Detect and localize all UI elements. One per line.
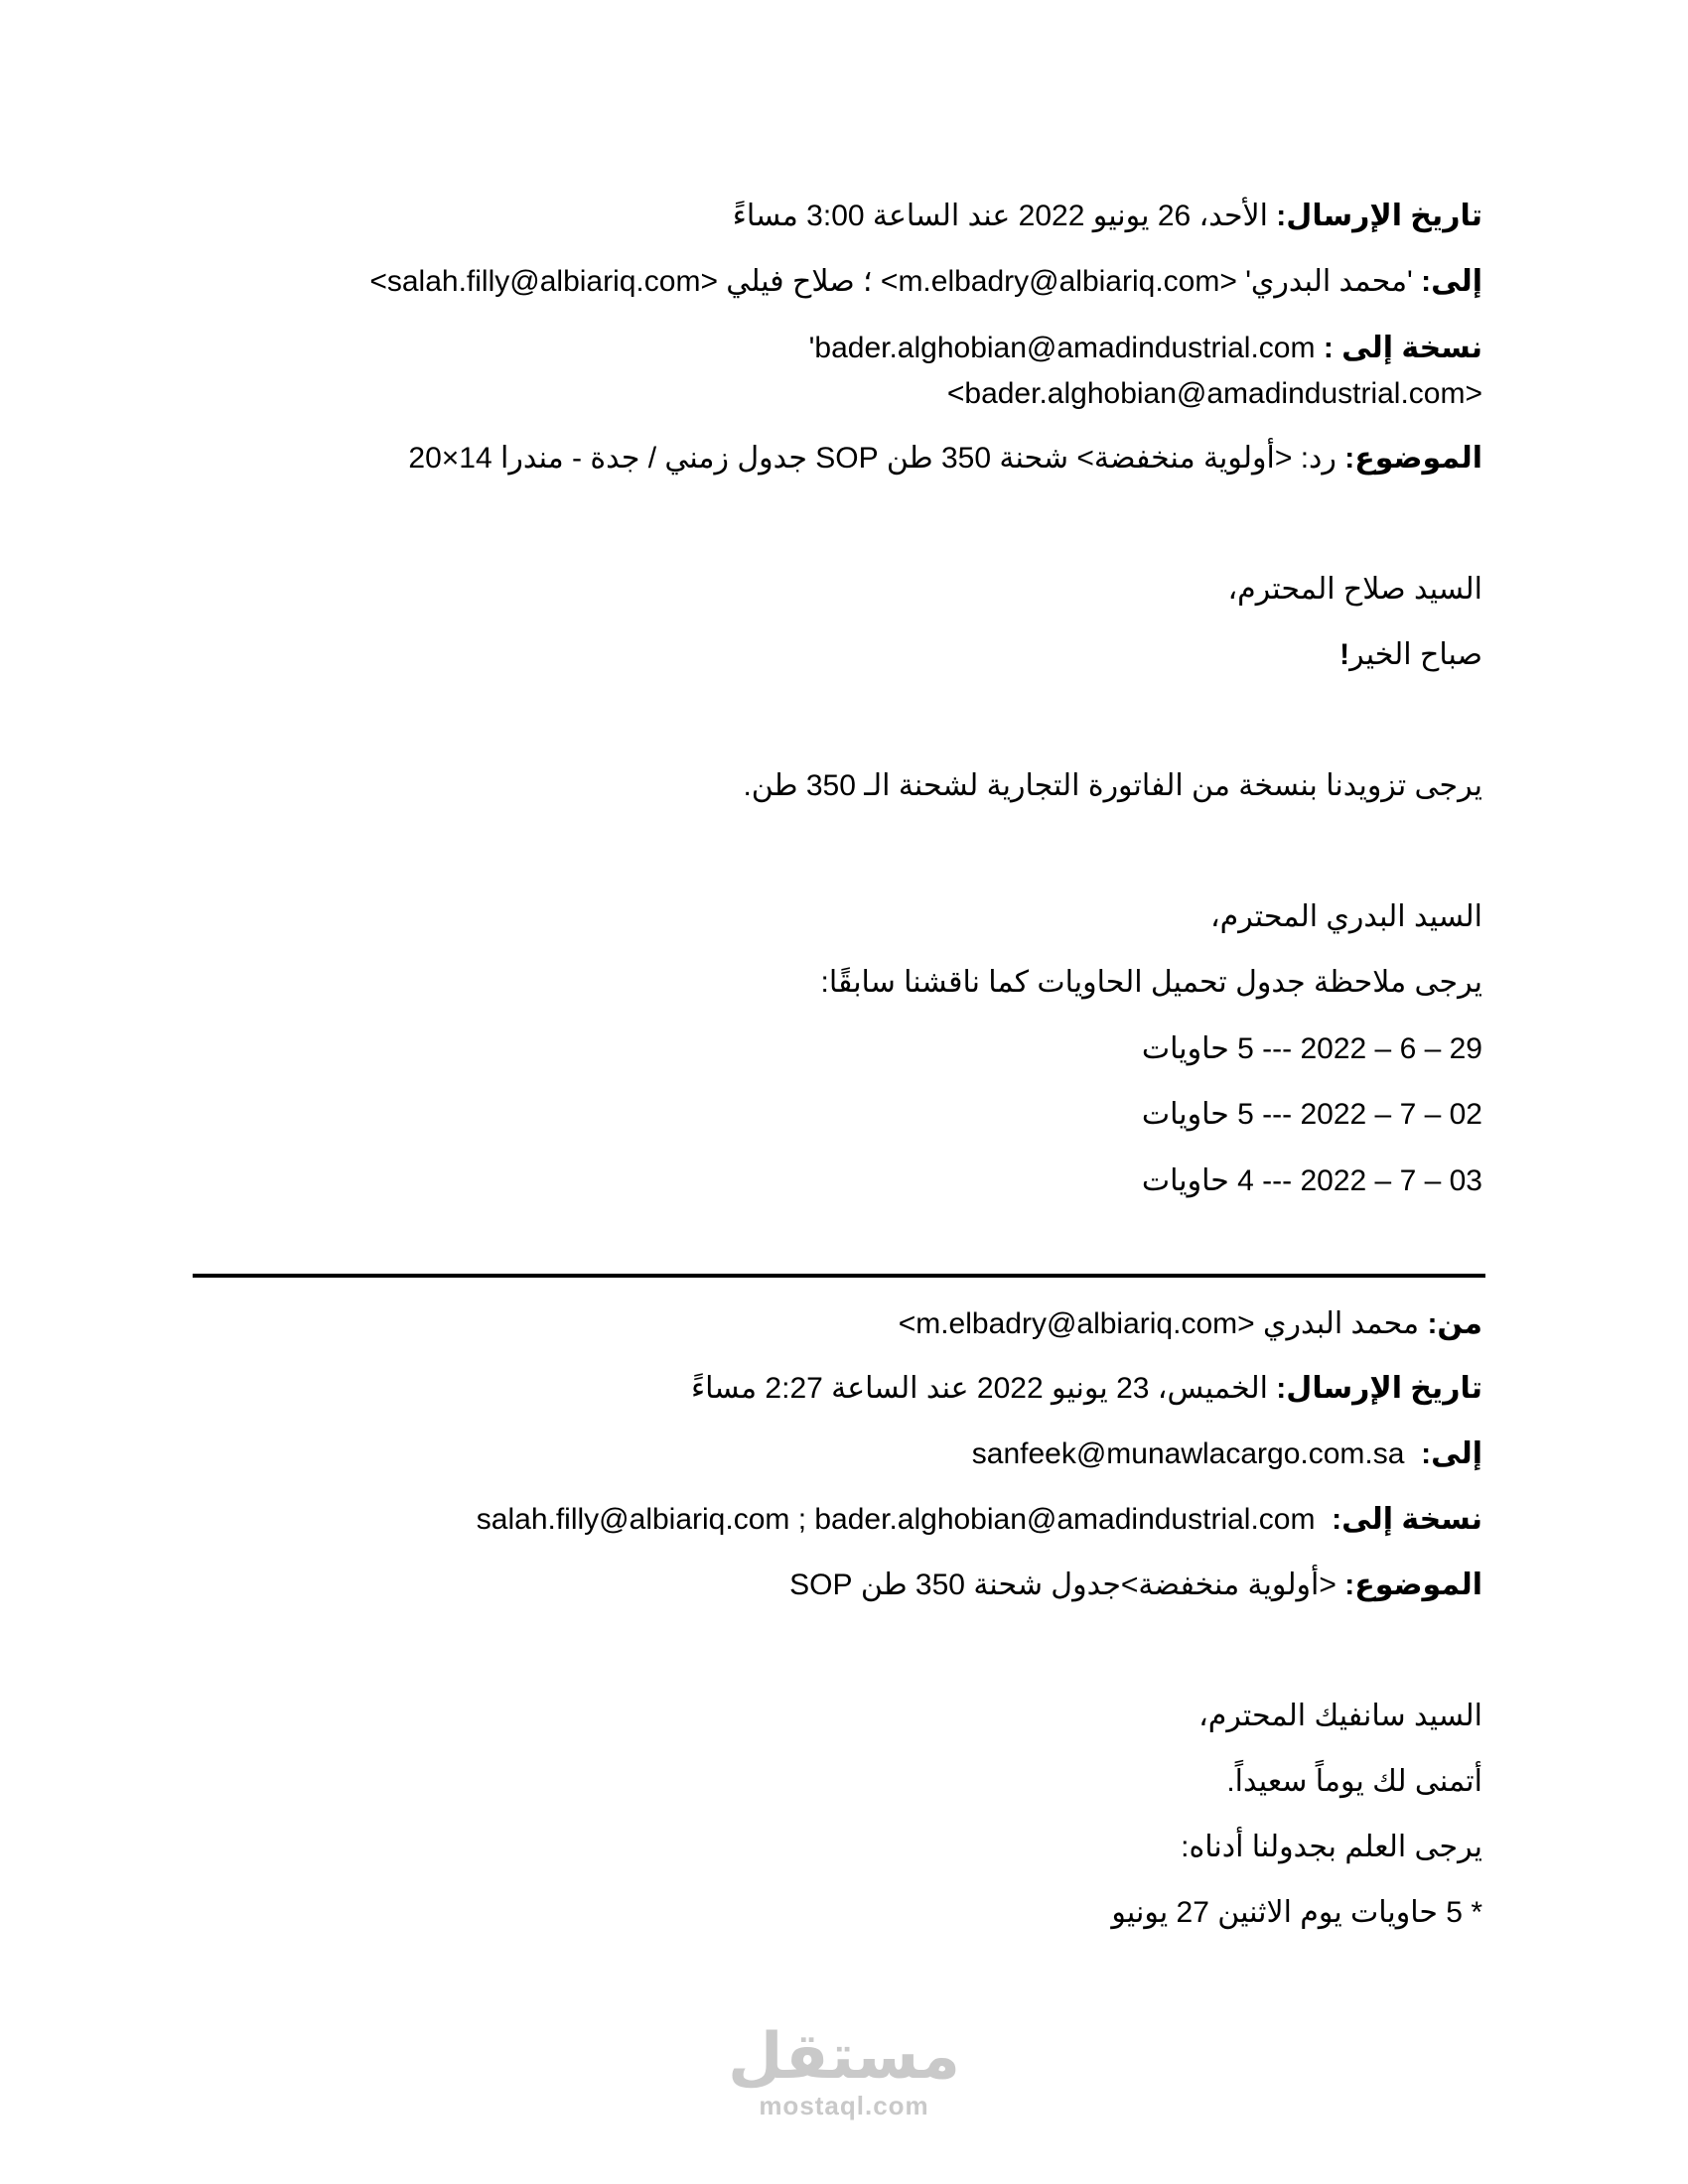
email2-wish: أتمنى لك يوماً سعيداً. bbox=[1226, 1765, 1482, 1798]
email2-subject-value: <أولوية منخفضة>جدول شحنة 350 طن SOP bbox=[789, 1569, 1336, 1601]
email1-sent-value: الأحد، 26 يونيو 2022 عند الساعة 3:00 مساءً bbox=[732, 200, 1268, 232]
email2-subject-label: الموضوع: bbox=[1344, 1569, 1482, 1601]
email2-to-label: إلى: bbox=[1421, 1437, 1482, 1470]
email1-cc-row bbox=[787, 326, 1482, 417]
email1-morning-mark: ! bbox=[1339, 638, 1350, 671]
email1-subject-value: رد: <أولوية منخفضة> شحنة 350 طن SOP جدول زمني / جدة - مندرا 14×20 bbox=[408, 442, 1336, 475]
email2-from-row bbox=[899, 1302, 1482, 1346]
email1-schedule-item-3: 03 – 7 – 2022 --- 4 حاويات bbox=[1141, 1164, 1482, 1197]
email1-sent-row bbox=[733, 195, 1482, 238]
email-separator bbox=[193, 1274, 1485, 1278]
email1-cc-label: نسخة إلى : bbox=[1323, 332, 1482, 364]
email1-morning-text: صباح الخير bbox=[1349, 638, 1482, 671]
email2-subject-row bbox=[789, 1564, 1482, 1607]
email1-to-row bbox=[369, 260, 1482, 304]
email1-greeting2: السيد البدري المحترم، bbox=[1210, 900, 1482, 933]
email2-cc-row bbox=[477, 1498, 1482, 1542]
watermark-latin: mostaql.com bbox=[759, 2091, 929, 2120]
email2-sent-label: تاريخ الإرسال: bbox=[1276, 1372, 1482, 1405]
email2-from-label: من: bbox=[1427, 1307, 1482, 1340]
email2-sent-value: الخميس، 23 يونيو 2022 عند الساعة 2:27 مساءً bbox=[691, 1372, 1268, 1405]
email1-schedule-intro: يرجى ملاحظة جدول تحميل الحاويات كما ناقشنا سابقًا: bbox=[820, 966, 1482, 999]
email1-cc-value-line1[interactable]: 'bader.alghobian@amadindustrial.com bbox=[808, 332, 1316, 364]
email1-schedule-item-1: 29 – 6 – 2022 --- 5 حاويات bbox=[1141, 1032, 1482, 1065]
email1-subject-row bbox=[408, 437, 1482, 480]
email1-cc-value-line2-text[interactable]: <bader.alghobian@amadindustrial.com> bbox=[946, 377, 1482, 410]
email1-to-value[interactable]: 'محمد البدري' <m.elbadry@albiariq.com> ؛ صلاح فيلي <salah.filly@albiariq.com> bbox=[369, 265, 1413, 298]
email1-sent-label: تاريخ الإرسال: bbox=[1276, 200, 1482, 232]
email1-request: يرجى تزويدنا بنسخة من الفاتورة التجارية لشحنة الـ 350 طن. bbox=[743, 769, 1482, 802]
email1-to-label: إلى: bbox=[1421, 265, 1482, 298]
email2-cc-value[interactable]: salah.filly@albiariq.com ; bader.alghobian@amadindustrial.com bbox=[476, 1503, 1316, 1536]
email1-greeting1: السيد صلاح المحترم، bbox=[1227, 573, 1482, 606]
email1-cc-value-line2 bbox=[787, 371, 1482, 417]
email1-schedule-item-2: 02 – 7 – 2022 --- 5 حاويات bbox=[1141, 1098, 1482, 1131]
watermark-arabic: مستقل bbox=[727, 2020, 961, 2092]
email2-greeting: السيد سانفيك المحترم، bbox=[1198, 1700, 1482, 1732]
email2-sent-row bbox=[691, 1367, 1482, 1411]
email2-from-value[interactable]: محمد البدري <m.elbadry@albiariq.com> bbox=[898, 1307, 1420, 1340]
email1-subject-label: الموضوع: bbox=[1344, 442, 1482, 475]
email1-morning bbox=[1339, 633, 1482, 677]
email2-note: يرجى العلم بجدولنا أدناه: bbox=[1181, 1831, 1482, 1863]
email2-to-row bbox=[972, 1433, 1482, 1476]
mostaql-watermark bbox=[695, 2021, 993, 2120]
email2-bullet: * 5 حاويات يوم الاثنين 27 يونيو bbox=[1111, 1896, 1482, 1929]
email2-to-value[interactable]: sanfeek@munawlacargo.com.sa bbox=[971, 1437, 1405, 1470]
email2-cc-label: نسخة إلى: bbox=[1332, 1503, 1482, 1536]
